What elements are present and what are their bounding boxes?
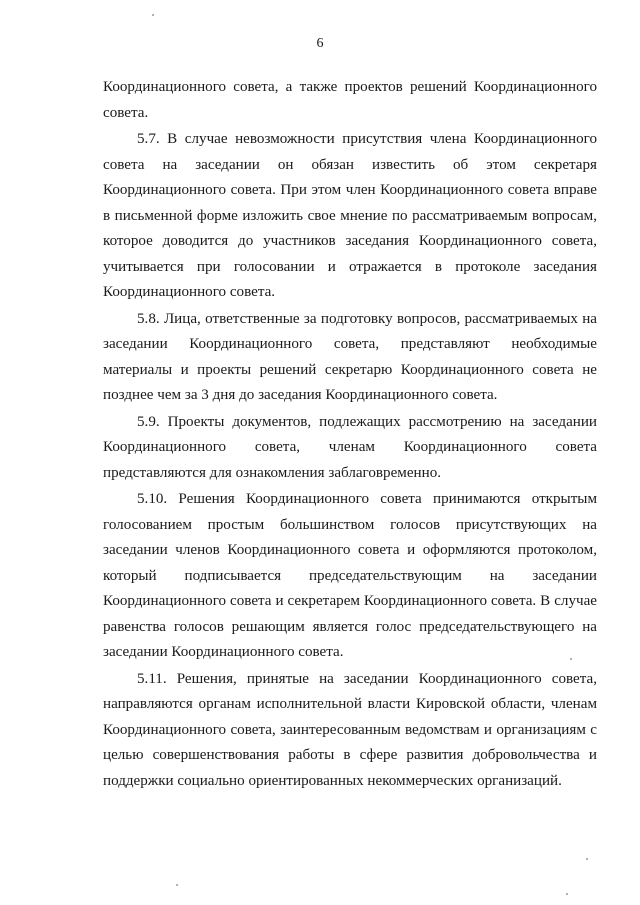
paragraph-5-10: 5.10. Решения Координационного совета принимаются открытым голосованием простым большинством голосов присутствующих на заседании членов Координационного совета и оформляются протоколом, который подписывается председательствующим на заседании Координационного совета и секретарем Координационного совета. В случае равенства голосов решающим является голос председательствующего на заседании Координационного совета. — [103, 491, 597, 660]
scan-speck — [176, 884, 178, 886]
page-number: 6 — [316, 36, 324, 51]
paragraph-5-7: 5.7. В случае невозможности присутствия члена Координационного совета на заседании он обязан известить об этом секретаря Координационного совета. При этом член Координационного совета вправе в письменной форме изложить свое мнение по рассматриваемым вопросам, которое доводится до участников заседания Координационного совета, учитывается при голосовании и отражается в протоколе заседания Координационного совета. — [103, 131, 597, 300]
scan-speck — [570, 658, 572, 660]
document-body — [103, 75, 597, 794]
paragraph-5-9: 5.9. Проекты документов, подлежащих рассмотрению на заседании Координационного совета, членам Координационного совета представляются для ознакомления заблаговременно. — [103, 413, 597, 481]
paragraph-5-8: 5.8. Лица, ответственные за подготовку вопросов, рассматриваемых на заседании Координационного совета, представляют необходимые материалы и проекты решений секретарю Координационного совета не позднее чем за 3 дня до заседания Координационного совета. — [103, 310, 597, 403]
scan-speck — [586, 858, 588, 860]
scan-speck — [152, 14, 154, 16]
scan-speck — [566, 893, 568, 895]
paragraph-continuation: Координационного совета, а также проектов решений Координационного совета. — [103, 79, 597, 121]
paragraph-5-11: 5.11. Решения, принятые на заседании Координационного совета, направляются органам исполнительной власти Кировской области, членам Координационного совета, заинтересованным ведомствам и организациям с целью совершенствования работы в сфере развития добровольчества и поддержки социально ориентированных некоммерческих организаций. — [103, 670, 597, 789]
